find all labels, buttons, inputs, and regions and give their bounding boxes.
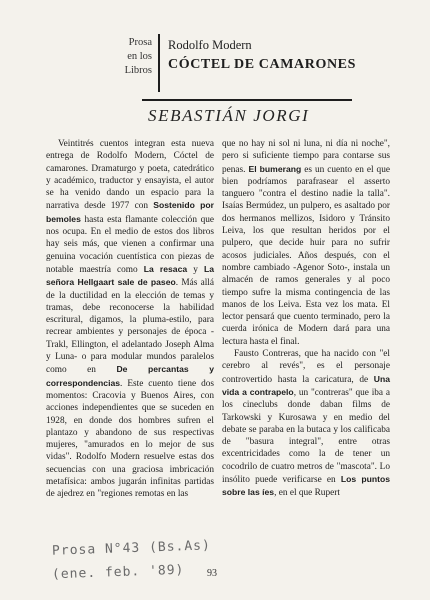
book-title-mention: Sostenido por bemoles bbox=[46, 200, 214, 224]
book-title: CÓCTEL DE CAMARONES bbox=[168, 57, 356, 72]
section-label-line: Libros bbox=[124, 65, 152, 76]
body-column-left bbox=[46, 138, 214, 501]
paragraph: que no hay ni sol ni luna, ni día ni noche", pero si suficiente tiempo para contarse sus penas. El bumerang es un cuento en el que bien podríamos parafrasear el asserto tanguero "contra el destino nadie la talla". Isaías Bermúdez, un pulpero, es asaltado por dos hermanos mellizos, Isidoro y Tránsito Leiva, los que resultan heridos por el pulpero, que decide huir para no sufrir acosos judiciales. Años después, con el nombre cambiado -Agenor Soto-, instala un almacén de ramos generales y al poco tiempo sufre la misma contingencia de las manos de los Leiva. Esta vez los mata. El lector pensará que cuento terminado, pero la cuerda irónica de Modern dará para una lectura hasta el final. bbox=[222, 139, 390, 347]
book-title-mention: La bbox=[143, 263, 154, 274]
handwritten-annotation: Prosa N°43 (Bs.As) bbox=[51, 538, 212, 559]
book-title-mention: Una vida a contrapelo bbox=[222, 373, 390, 397]
book-title-mention: De percantas y bbox=[116, 364, 214, 375]
body-column-right bbox=[222, 138, 390, 500]
section-label-line: en los bbox=[127, 51, 152, 62]
book-title-mention: paseo bbox=[150, 277, 176, 288]
book-title-mention: El bumerang bbox=[248, 163, 302, 174]
book-title-mention: La señora Hellgaart sale de bbox=[46, 263, 215, 288]
book-title-mention: Los bbox=[340, 474, 357, 485]
paragraph: Veintitrés cuentos integran esta nueva entrega de Rodolfo Modern, Cóctel de camarones. Dramaturgo y poeta, catedrático y académico, traductor y ensayista, el autor se ha venido dando un espacio para la narrativa desde 1977 con Sostenido por bemoles hasta esta flamante colección que nos ocupa. En el medio de estos dos libros hay seis más, que vienen a confirmar una genuina vocación cuentística con piezas de notable maestría como La resaca y La señora Hellgaart sale de paseo. Más allá de la ductilidad en la elección de temas y tramas, debe reconocerse la habilidad escritural, digamos, la pluma-estilo, para recrear ambientes y personajes de época -Trakl, Ellington, el adelantado Joseph Alma y Luna- o para modular mundos paralelos como en De percantas y correspondencias. Este cuento tiene dos momentos: Cracovia y Buenos Aires, con acciones independientes que se suceden en 1928, en donde dos hombres sufren el plantazo y abandono de sus respectivas mujeres, "amurados en lo mejor de sus vidas". Rodolfo Modern resuelve estas dos secuencias con una graciosa imbricación metafísica: ambos jugarán infinitas partidas de ajedrez en "regiones remotas en las bbox=[46, 139, 215, 500]
section-label bbox=[112, 36, 152, 78]
paragraph: Fausto Contreras, que ha nacido con "el cerebro al revés", es el personaje controvertido hasta la caricatura, de Una vida a contrapelo, un "contreras" que iba a los cineclubs donde daban films de Tarkowski y Kurosawa y en medio del debate se paraba en la butaca y los calificaba de "basura integral", entre otras excentricidades como la de tener un cocodrilo de cuatro metros de "mascota". Lo insólito puede verificarse en Los puntos sobre las íes, en el que Rupert bbox=[222, 349, 390, 499]
section-label-line: Prosa bbox=[128, 37, 152, 48]
book-author: Rodolfo Modern bbox=[168, 38, 252, 52]
book-title-mention: puntos sobre las íes bbox=[222, 474, 390, 498]
reviewer-byline: SEBASTIÁN JORGI bbox=[148, 106, 310, 125]
article-header bbox=[168, 37, 356, 75]
handwritten-annotation: (ene. feb. '89) bbox=[51, 562, 185, 583]
page-number: 93 bbox=[207, 568, 217, 579]
book-title-mention: correspondencias bbox=[46, 377, 121, 388]
book-title-mention: resaca bbox=[159, 263, 188, 274]
horizontal-rule bbox=[142, 99, 352, 101]
vertical-rule bbox=[158, 34, 160, 92]
